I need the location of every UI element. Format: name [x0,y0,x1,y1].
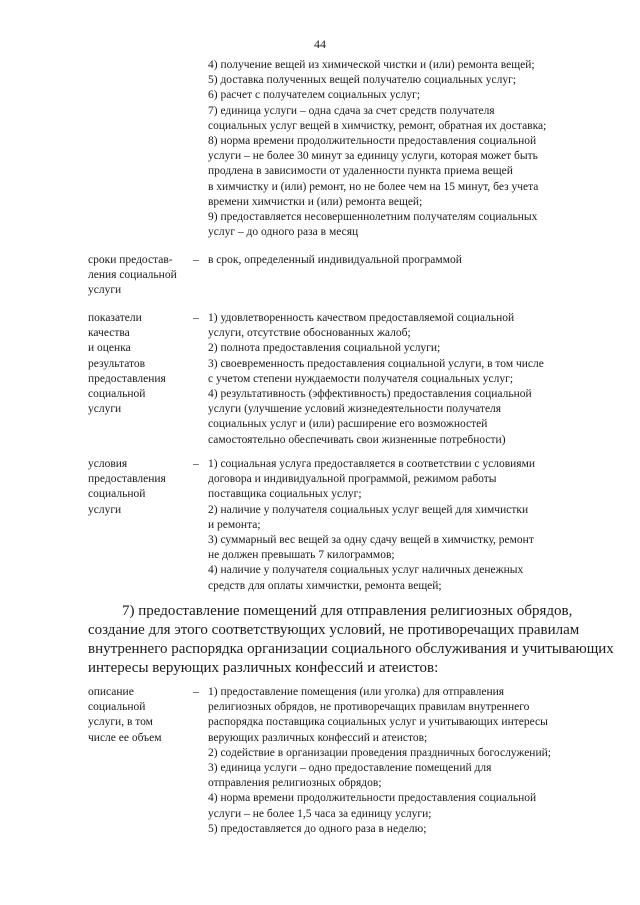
value-line: 3) единица услуги – одно предоставление помещений для [208,762,492,775]
page-number: 44 [314,37,326,51]
value-line: самостоятельно обеспечивать свои жизненные потребности) [208,433,506,446]
row-dash: – [193,686,199,698]
value-line: 2) наличие у получателя социальных услуг вещей для химчистки [208,503,529,516]
heading-line: 7) предоставление помещений для отправления религиозных обрядов, [122,603,573,619]
label-line: результатов [88,357,146,370]
row-label-quality [88,311,193,417]
row-value-description [208,685,608,837]
label-line: числе ее объем [88,731,162,744]
label-line: услуги [88,284,122,297]
value-line: и ремонта; [208,518,261,531]
label-line: услуги, в том [88,716,153,729]
value-line: договора и индивидуальной программой, режимом работы [208,473,497,486]
description-line: услуги – не более 30 минут за единицу услуги, которая может быть [208,150,538,163]
value-line: не должен превышать 7 килограммов; [208,549,395,562]
description-line: 8) норма времени продолжительности предоставления социальной [208,135,537,148]
value-line: распорядка поставщика социальных услуг и учитывающих интересы [208,716,548,729]
value-line: в срок, определенный индивидуальной программой [208,254,462,266]
label-line: и оценка [88,342,131,355]
row-value-quality [208,311,608,448]
row-value-conditions [208,457,608,594]
value-line: 3) суммарный вес вещей за одну сдачу вещей в химчистку, ремонт [208,534,534,547]
description-line: времени химчистки и (или) ремонта вещей; [208,195,423,208]
heading-line: создание для этого соответствующих условий, не противоречащих правилам [88,622,580,638]
description-line: 6) расчет с получателем социальных услуг; [208,89,421,102]
description-line: в химчистку и (или) ремонт, но не более чем на 15 минут, без учета [208,180,539,193]
description-line: 4) получение вещей из химической чистки и (или) ремонта вещей; [208,59,535,71]
description-line: 9) предоставляется несовершеннолетним получателям социальных [208,211,538,224]
row-dash: – [193,254,199,266]
description-line: 7) единица услуги – одна сдача за счет средств получателя [208,104,495,117]
value-line: верующих различных конфессий и атеистов; [208,731,428,744]
value-line: 1) удовлетворенность качеством предоставляемой социальной [208,312,515,324]
label-line: предоставления [88,372,166,385]
value-line: средств для оплаты химчистки, ремонта вещей; [208,579,442,592]
label-line: социальной [88,488,146,501]
label-line: ления социальной [88,269,177,282]
value-line: 3) своевременность предоставления социальной услуги, в том числе [208,357,544,370]
label-line: услуги [88,403,122,416]
value-line: 5) предоставляется до одного раза в неделю; [208,822,427,835]
value-line: социальных услуг и (или) расширение его возможностей [208,418,488,431]
row-value-terms [208,253,608,268]
value-line: 2) содействие в организации проведения праздничных богослужений; [208,746,551,759]
value-line: 1) социальная услуга предоставляется в соответствии с условиями [208,458,536,470]
label-line: социальной [88,701,146,714]
value-line: отправления религиозных обрядов; [208,777,382,790]
row-label-description [88,685,193,746]
label-line: условия [88,458,128,470]
value-line: 2) полнота предоставления социальной услуги; [208,342,441,355]
label-line: качества [88,327,130,340]
label-line: социальной [88,388,146,401]
description-line: социальных услуг вещей в химчистку, ремонт, обратная их доставка; [208,119,547,132]
row-label-conditions [88,457,193,518]
continued-description-list [208,58,608,240]
heading-line: интересы верующих различных конфессий и атеистов: [88,660,439,676]
row-dash: – [193,312,199,324]
description-line: услуг – до одного раза в месяц [208,226,359,239]
value-line: услуги (улучшение условий жизнедеятельности получателя [208,403,502,416]
row-label-terms [88,253,193,299]
value-line: услуги – не более 1,5 часа за единицу услуги; [208,807,432,820]
label-line: описание [88,686,134,698]
value-line: 4) наличие у получателя социальных услуг наличных денежных [208,564,524,577]
value-line: религиозных обрядов, не противоречащих правилам внутреннего [208,701,530,714]
value-line: 4) норма времени продолжительности предоставления социальной [208,792,537,805]
row-dash: – [193,458,199,470]
label-line: услуги [88,503,122,516]
value-line: услуги, отсутствие обоснованных жалоб; [208,327,411,340]
label-line: сроки предостав- [88,254,173,266]
value-line: поставщика социальных услуг; [208,488,362,501]
value-line: с учетом степени нуждаемости получателя социальных услуг; [208,372,514,385]
section-heading [88,602,614,678]
label-line: предоставления [88,473,166,486]
description-line: продлена в зависимости от удаленности пункта приема вещей [208,165,513,178]
value-line: 1) предоставление помещения (или уголка) для отправления [208,686,505,698]
description-line: 5) доставка полученных вещей получателю социальных услуг; [208,74,517,87]
value-line: 4) результативность (эффективность) предоставления социальной [208,388,532,401]
heading-line: внутреннего распорядка организации социального обслуживания и учитывающих [88,641,614,657]
label-line: показатели [88,312,142,324]
